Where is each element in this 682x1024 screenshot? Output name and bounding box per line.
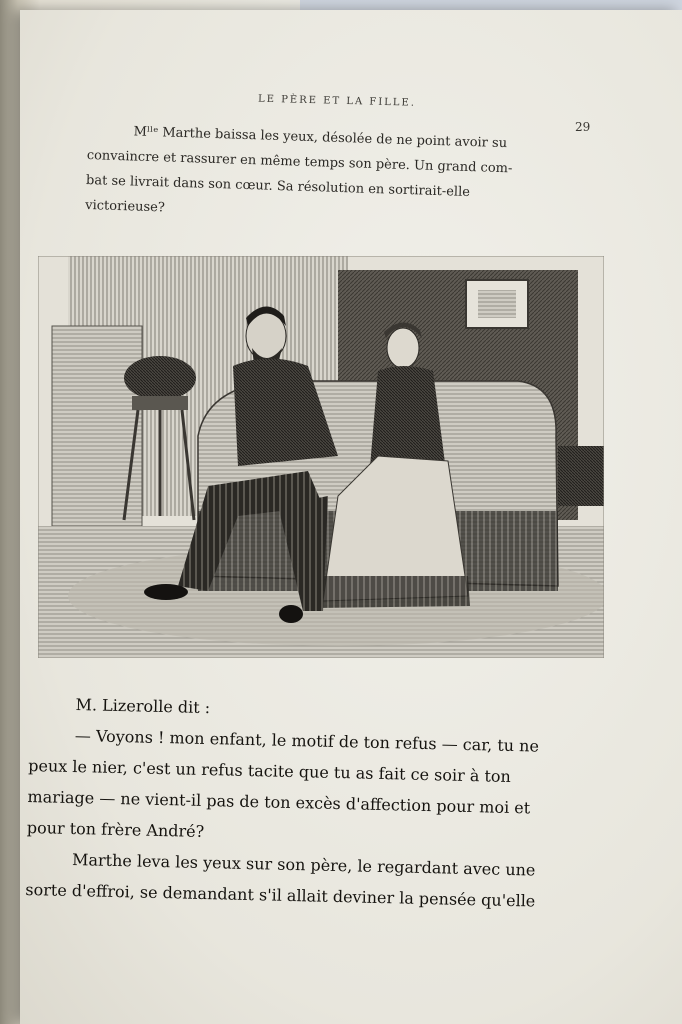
side-table <box>558 446 604 506</box>
page-number: 29 <box>575 120 591 134</box>
text-line: victorieuse? <box>85 197 166 216</box>
text-line: pour ton frère André? <box>26 817 205 841</box>
text-line: sorte d'effroi, se demandant s'il allait deviner la pensée qu'elle <box>25 879 536 911</box>
bottom-text <box>25 688 595 918</box>
wall-picture-inner <box>478 290 516 318</box>
text-line: bat se livrait dans son cœur. Sa résolution en sortirait-elle <box>85 172 471 201</box>
engraving-illustration <box>38 256 604 658</box>
text-line: convaincre et rassurer en même temps son père. Un grand com- <box>86 147 513 177</box>
top-paragraph <box>85 118 598 234</box>
text-line: Marthe leva les yeux sur son père, le regardant avec une <box>71 850 536 880</box>
text-line: — Voyons ! mon enfant, le motif de ton refus — car, tu ne <box>74 726 540 756</box>
flower-pot <box>124 356 196 400</box>
text-line: peux le nier, c'est un refus tacite que tu as fait ce soir à ton <box>28 755 512 786</box>
plant-stand-top <box>132 396 188 410</box>
running-head: LE PÈRE ET LA FILLE. <box>257 93 417 109</box>
text-line: M. Lizerolle dit : <box>75 695 211 718</box>
text-line: mariage — ne vient-il pas de ton excès d'affection pour moi et <box>27 786 531 818</box>
text-line: Mˡˡᵉ Marthe baissa les yeux, désolée de ne point avoir su <box>133 124 508 152</box>
